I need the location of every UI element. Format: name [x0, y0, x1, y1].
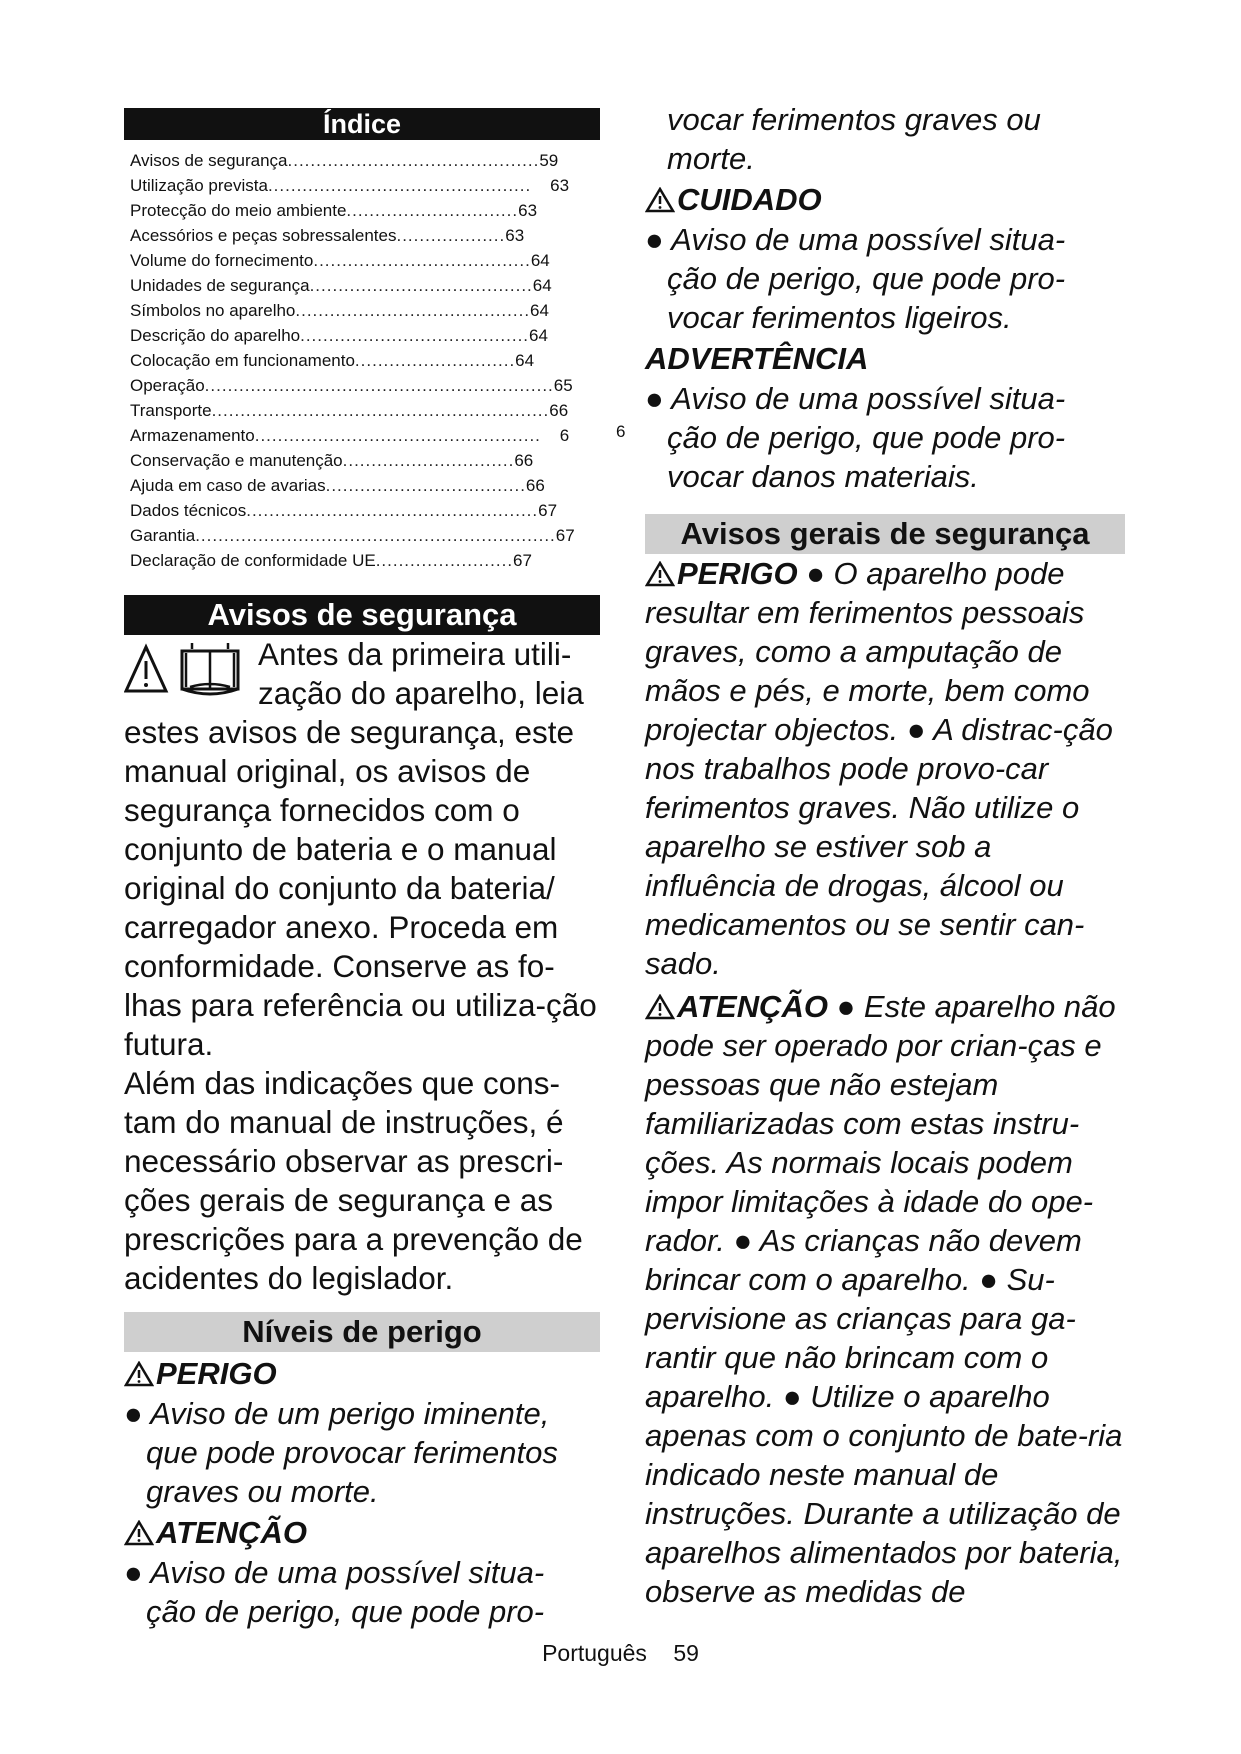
toc-item-label: Operação [130, 376, 205, 395]
page-footer [0, 1640, 1241, 1667]
warning-icon [645, 561, 675, 587]
toc-item-page: 66 [525, 476, 545, 495]
toc-item-dots: ................... [396, 226, 506, 245]
perigo-heading-text: PERIGO [156, 1356, 277, 1391]
toc-item-dots: ................................... [325, 476, 526, 495]
warning-manual-icon [124, 639, 254, 709]
toc-item-label: Ajuda em caso de avarias [130, 476, 326, 495]
toc-item [130, 248, 600, 273]
warning-icon [645, 187, 675, 213]
toc-item-label: Volume do fornecimento [130, 251, 314, 270]
toc-item-dots: ........................................ [300, 326, 530, 345]
general-perigo-head: PERIGO [677, 556, 798, 591]
atencao-text: ● Aviso de uma possível situa- [124, 1555, 545, 1590]
cuidado-heading [645, 180, 1125, 220]
toc-item-label: Armazenamento [130, 426, 255, 445]
toc-item-page: 63 [505, 226, 525, 245]
toc-title: Índice [124, 108, 600, 140]
toc-item-dots: ............................ [354, 351, 516, 370]
toc-item-page: 64 [515, 351, 535, 370]
toc-item-page: 64 [530, 301, 549, 320]
toc-item-label: Descrição do aparelho [130, 326, 301, 345]
right-column [645, 100, 1125, 1611]
intro-line-2: zação do aparelho, leia [258, 675, 584, 711]
cuidado-text-cont: ção de perigo, que pode pro-vocar ferimentos ligeiros. [667, 261, 1066, 335]
toc-item-label: Conservação e manutenção [130, 451, 343, 470]
legislation-paragraph: Além das indicações que cons-tam do manual de instruções, é necessário observar as prescri-ções gerais de segurança e as prescrições para a prevenção de acidentes do legislador. [124, 1065, 583, 1296]
toc-item-label: Avisos de segurança [130, 151, 288, 170]
toc-item-page: 64 [529, 326, 548, 345]
general-atencao-paragraph [645, 987, 1125, 1611]
toc-item-page: 66 [514, 451, 534, 470]
toc-item-dots: ....................................... [309, 276, 533, 295]
toc-item-dots: .............................................. [267, 176, 532, 195]
safety-title: Avisos de segurança [124, 595, 600, 635]
toc-item-label: Dados técnicos [130, 501, 247, 520]
advertencia-text-cont: ção de perigo, que pode pro-vocar danos materiais. [667, 420, 1066, 494]
perigo-heading [124, 1354, 600, 1394]
toc-item-page: 63 [518, 201, 538, 220]
toc-item [130, 373, 600, 398]
toc-item-label: Utilização prevista [130, 176, 268, 195]
toc-item [130, 398, 600, 423]
cuidado-heading-text: CUIDADO [677, 182, 822, 217]
cuidado-text: ● Aviso de uma possível situa- [645, 222, 1066, 257]
intro-line-1: Antes da primeira utili- [258, 636, 572, 672]
toc-item [130, 348, 600, 373]
toc-item-page: 63 [531, 176, 570, 195]
toc-item-label: Acessórios e peças sobressalentes [130, 226, 397, 245]
general-perigo-body: ● O aparelho pode resultar em ferimentos pessoais graves, como a amputação de mãos e pés, e morte, bem como projectar objectos. ● A distrac-ção nos trabalhos pode provo-car ferimentos graves. Não utilize o aparelho se estiver sob a influência de drogas, álcool ou medicamentos ou se sentir can-sado. [645, 556, 1113, 981]
continued-text: vocar ferimentos graves ou morte. [667, 102, 1041, 176]
toc-item-label: Declaração de conformidade UE [130, 551, 376, 570]
left-column [124, 108, 600, 1631]
toc-item-dots: .................................................. [254, 426, 541, 445]
toc-item-label: Protecção do meio ambiente [130, 201, 347, 220]
toc-item-page: 64 [530, 251, 550, 270]
footer-page-number: 59 [673, 1640, 699, 1666]
footer-language: Português [542, 1640, 647, 1666]
toc-item [130, 198, 600, 223]
warning-icon [124, 1361, 154, 1387]
advertencia-heading: ADVERTÊNCIA [645, 341, 869, 376]
toc-item [130, 323, 600, 348]
toc-item-label: Colocação em funcionamento [130, 351, 355, 370]
toc-item-dots: .............................. [342, 451, 515, 470]
advertencia-text: ● Aviso de uma possível situa- [645, 381, 1066, 416]
general-perigo-paragraph [645, 554, 1125, 983]
safety-intro [124, 635, 600, 1298]
intro-paragraph: estes avisos de segurança, este manual original, os avisos de segurança fornecidos com o conjunto de bateria e o manual original do conjunto da bateria/ carregador anexo. Proceda em conformidade. Conserve as fo-lhas para referência ou utiliza-ção futura. [124, 714, 597, 1062]
toc-item-page: 66 [549, 401, 569, 420]
toc-item-dots: ...................................... [313, 251, 531, 270]
toc-item-page: 64 [532, 276, 552, 295]
toc-item-page: 67 [513, 551, 532, 570]
toc-item [130, 223, 600, 248]
toc-item-dots: .............................. [346, 201, 519, 220]
toc-item-label: Símbolos no aparelho [130, 301, 296, 320]
toc-item-label: Transporte [130, 401, 212, 420]
toc-item-dots: ................................................... [246, 501, 539, 520]
atencao-heading-text: ATENÇÃO [156, 1515, 307, 1550]
atencao-text-cont: ção de perigo, que pode pro- [146, 1594, 545, 1629]
perigo-text: ● Aviso de um perigo iminente, [124, 1396, 550, 1431]
toc-item-label: Unidades de segurança [130, 276, 310, 295]
toc-item [130, 423, 600, 448]
warning-icon [124, 1520, 154, 1546]
toc-item-dots: ............................................ [287, 151, 540, 170]
toc-item [130, 273, 600, 298]
toc-item-page: 6 [540, 426, 570, 445]
toc-item [130, 473, 600, 498]
toc-item [130, 298, 600, 323]
toc-item-page: 65 [553, 376, 573, 395]
toc-item-label: Garantia [130, 526, 196, 545]
toc-item [130, 523, 600, 548]
general-atencao-body: ● Este aparelho não pode ser operado por crian-ças e pessoas que não estejam familiarizadas com estas instru-ções. As normais locais podem impor limitações à idade do ope-rador. ● As crianças não devem brincar com o aparelho. ● Su-pervisione as crianças para ga-rantir que não brincam com o aparelho. ● Utilize o aparelho apenas com o conjunto de bate-ria indicado neste manual de instruções. Durante a utilização de aparelhos alimentados por bateria, observe as medidas de [645, 989, 1123, 1609]
danger-levels-title: Níveis de perigo [124, 1312, 600, 1352]
toc-item-dots: ............................................................. [204, 376, 554, 395]
toc-item-page: 59 [539, 151, 559, 170]
general-atencao-head: ATENÇÃO [677, 989, 828, 1024]
toc-item [130, 548, 600, 573]
perigo-text-cont: que pode provocar ferimentos graves ou morte. [146, 1435, 558, 1509]
toc-item-dots: ........................................................... [211, 401, 550, 420]
atencao-heading [124, 1513, 600, 1553]
toc-item [130, 448, 600, 473]
toc-item [130, 498, 600, 523]
toc-list [124, 148, 600, 573]
toc-item-dots: ............................................................... [195, 526, 556, 545]
toc-item-page: 67 [538, 501, 558, 520]
toc-item [130, 148, 600, 173]
toc-item-dots: ......................................... [295, 301, 531, 320]
toc-item-dots: ........................ [375, 551, 514, 570]
general-safety-title: Avisos gerais de segurança [645, 514, 1125, 554]
toc-stray-number: 6 [616, 422, 626, 441]
toc-item [130, 173, 600, 198]
warning-icon [645, 994, 675, 1020]
toc-item-page: 67 [555, 526, 575, 545]
